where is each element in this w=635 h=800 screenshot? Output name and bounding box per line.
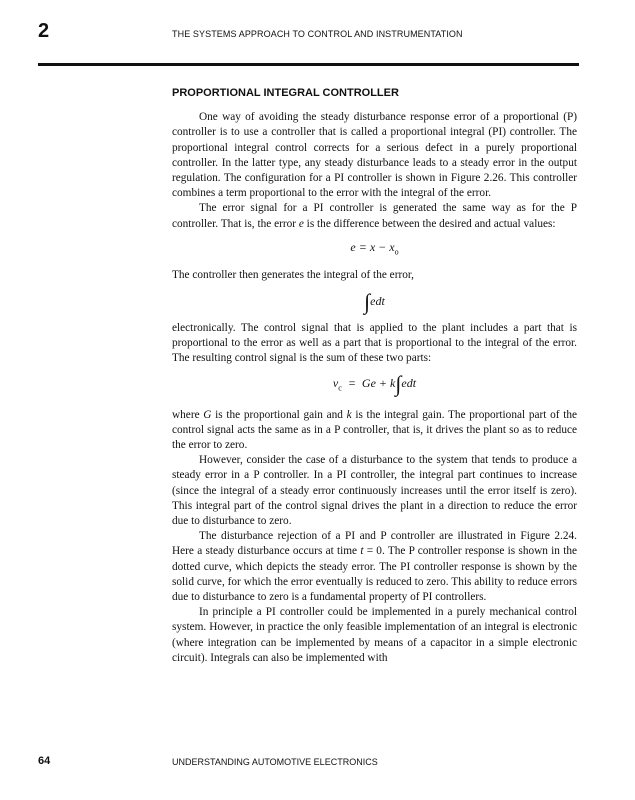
footer-title: UNDERSTANDING AUTOMOTIVE ELECTRONICS bbox=[172, 757, 378, 767]
paragraph-2 bbox=[172, 201, 577, 231]
paragraph-4: electronically. The control signal that is applied to the plant includes a part that is proportional to the error as well as a part that is proportional to the integral of the error. The resulting control signal is the sum of these two parts: bbox=[172, 321, 577, 365]
integral-sign-2: ∫ bbox=[395, 371, 402, 397]
eq1-sub: o bbox=[394, 247, 399, 257]
header-rule bbox=[38, 63, 579, 66]
running-header: THE SYSTEMS APPROACH TO CONTROL AND INSTRUMENTATION bbox=[172, 29, 463, 39]
page-content bbox=[172, 86, 577, 666]
variable-e: e bbox=[298, 217, 304, 230]
p5-text-b: is the proportional gain and bbox=[211, 408, 347, 421]
p5-text-c: is the integral gain. The proportional part of the control signal acts the same as in a P controller, that is, it drives the plant so as to reduce the error to zero. bbox=[172, 408, 578, 452]
page-number: 64 bbox=[38, 755, 51, 767]
eq3-body: edt bbox=[401, 376, 417, 391]
variable-g: G bbox=[203, 408, 212, 421]
eq1-x2: x bbox=[389, 239, 395, 254]
eq3-k: k bbox=[390, 376, 396, 391]
p7-text-b: = 0. The P controller response is shown in the dotted curve, which depicts the steady error. The PI controller response is shown by the solid curve, for which the error eventually is reduced to zero. This ability to reduce errors due to disturbance to zero is a fundamental property of PI controllers. bbox=[172, 545, 577, 604]
equation-integral bbox=[172, 290, 577, 313]
paragraph-2-text-a: The error signal for a PI controller is generated the same way as for the P controller. That is, the error bbox=[172, 202, 577, 230]
equation-control-signal bbox=[172, 372, 577, 399]
paragraph-1: One way of avoiding the steady disturbance response error of a proportional (P) controller is to use a controller that is called a proportional integral (PI) controller. The proportional integral control corrects for a serious defect in a purely proportional controller. In the latter type, any steady disturbance leads to a steady error in the output regulation. The configuration for a PI controller is shown in Figure 2.26. This controller combines a term proportional to the error with the integral of the error. bbox=[172, 111, 577, 200]
paragraph-3: The controller then generates the integral of the error, bbox=[172, 269, 415, 282]
chapter-number: 2 bbox=[38, 20, 50, 42]
equation-error bbox=[172, 240, 577, 260]
section-title: PROPORTIONAL INTEGRAL CONTROLLER bbox=[172, 87, 399, 99]
p5-text-a: where bbox=[172, 408, 204, 421]
eq3-ge: Ge bbox=[361, 376, 376, 391]
eq2-body: edt bbox=[370, 293, 385, 308]
variable-k: k bbox=[346, 408, 352, 421]
paragraph-8: In principle a PI controller could be implemented in a purely mechanical control system. However, in practice the only feasible implementation of an integral is electronic (where integration can be implemented by means of a capacitor in a simple electronic circuit). Integrals can also be implemented with bbox=[172, 606, 577, 664]
eq3-plus: + bbox=[375, 376, 391, 391]
eq1-equals: = bbox=[355, 239, 370, 254]
eq1-lhs: e bbox=[350, 239, 356, 254]
paragraph-2-text-b: is the difference between the desired and actual values: bbox=[303, 217, 556, 230]
integral-sign: ∫ bbox=[364, 288, 371, 314]
eq3-v: v bbox=[332, 376, 339, 391]
paragraph-6: However, consider the case of a disturbance to the system that tends to produce a steady error in a P controller. In a PI controller, the integral part continues to increase (since the integral of a steady error continuously increases until the error itself is zero). This integral part of the control signal drives the plant in a direction to reduce the error due to disturbance to zero. bbox=[172, 454, 577, 528]
eq3-sub: c bbox=[338, 383, 342, 393]
paragraph-5 bbox=[172, 408, 577, 454]
paragraph-7 bbox=[172, 529, 577, 605]
eq1-minus: − bbox=[375, 239, 390, 254]
eq3-equals: = bbox=[341, 376, 362, 391]
p7-text-a: The disturbance rejection of a PI and P controller are illustrated in Figure 2.24. Here a steady disturbance occurs at time bbox=[172, 530, 577, 558]
eq1-x: x bbox=[369, 239, 376, 254]
variable-t: t bbox=[360, 545, 364, 558]
